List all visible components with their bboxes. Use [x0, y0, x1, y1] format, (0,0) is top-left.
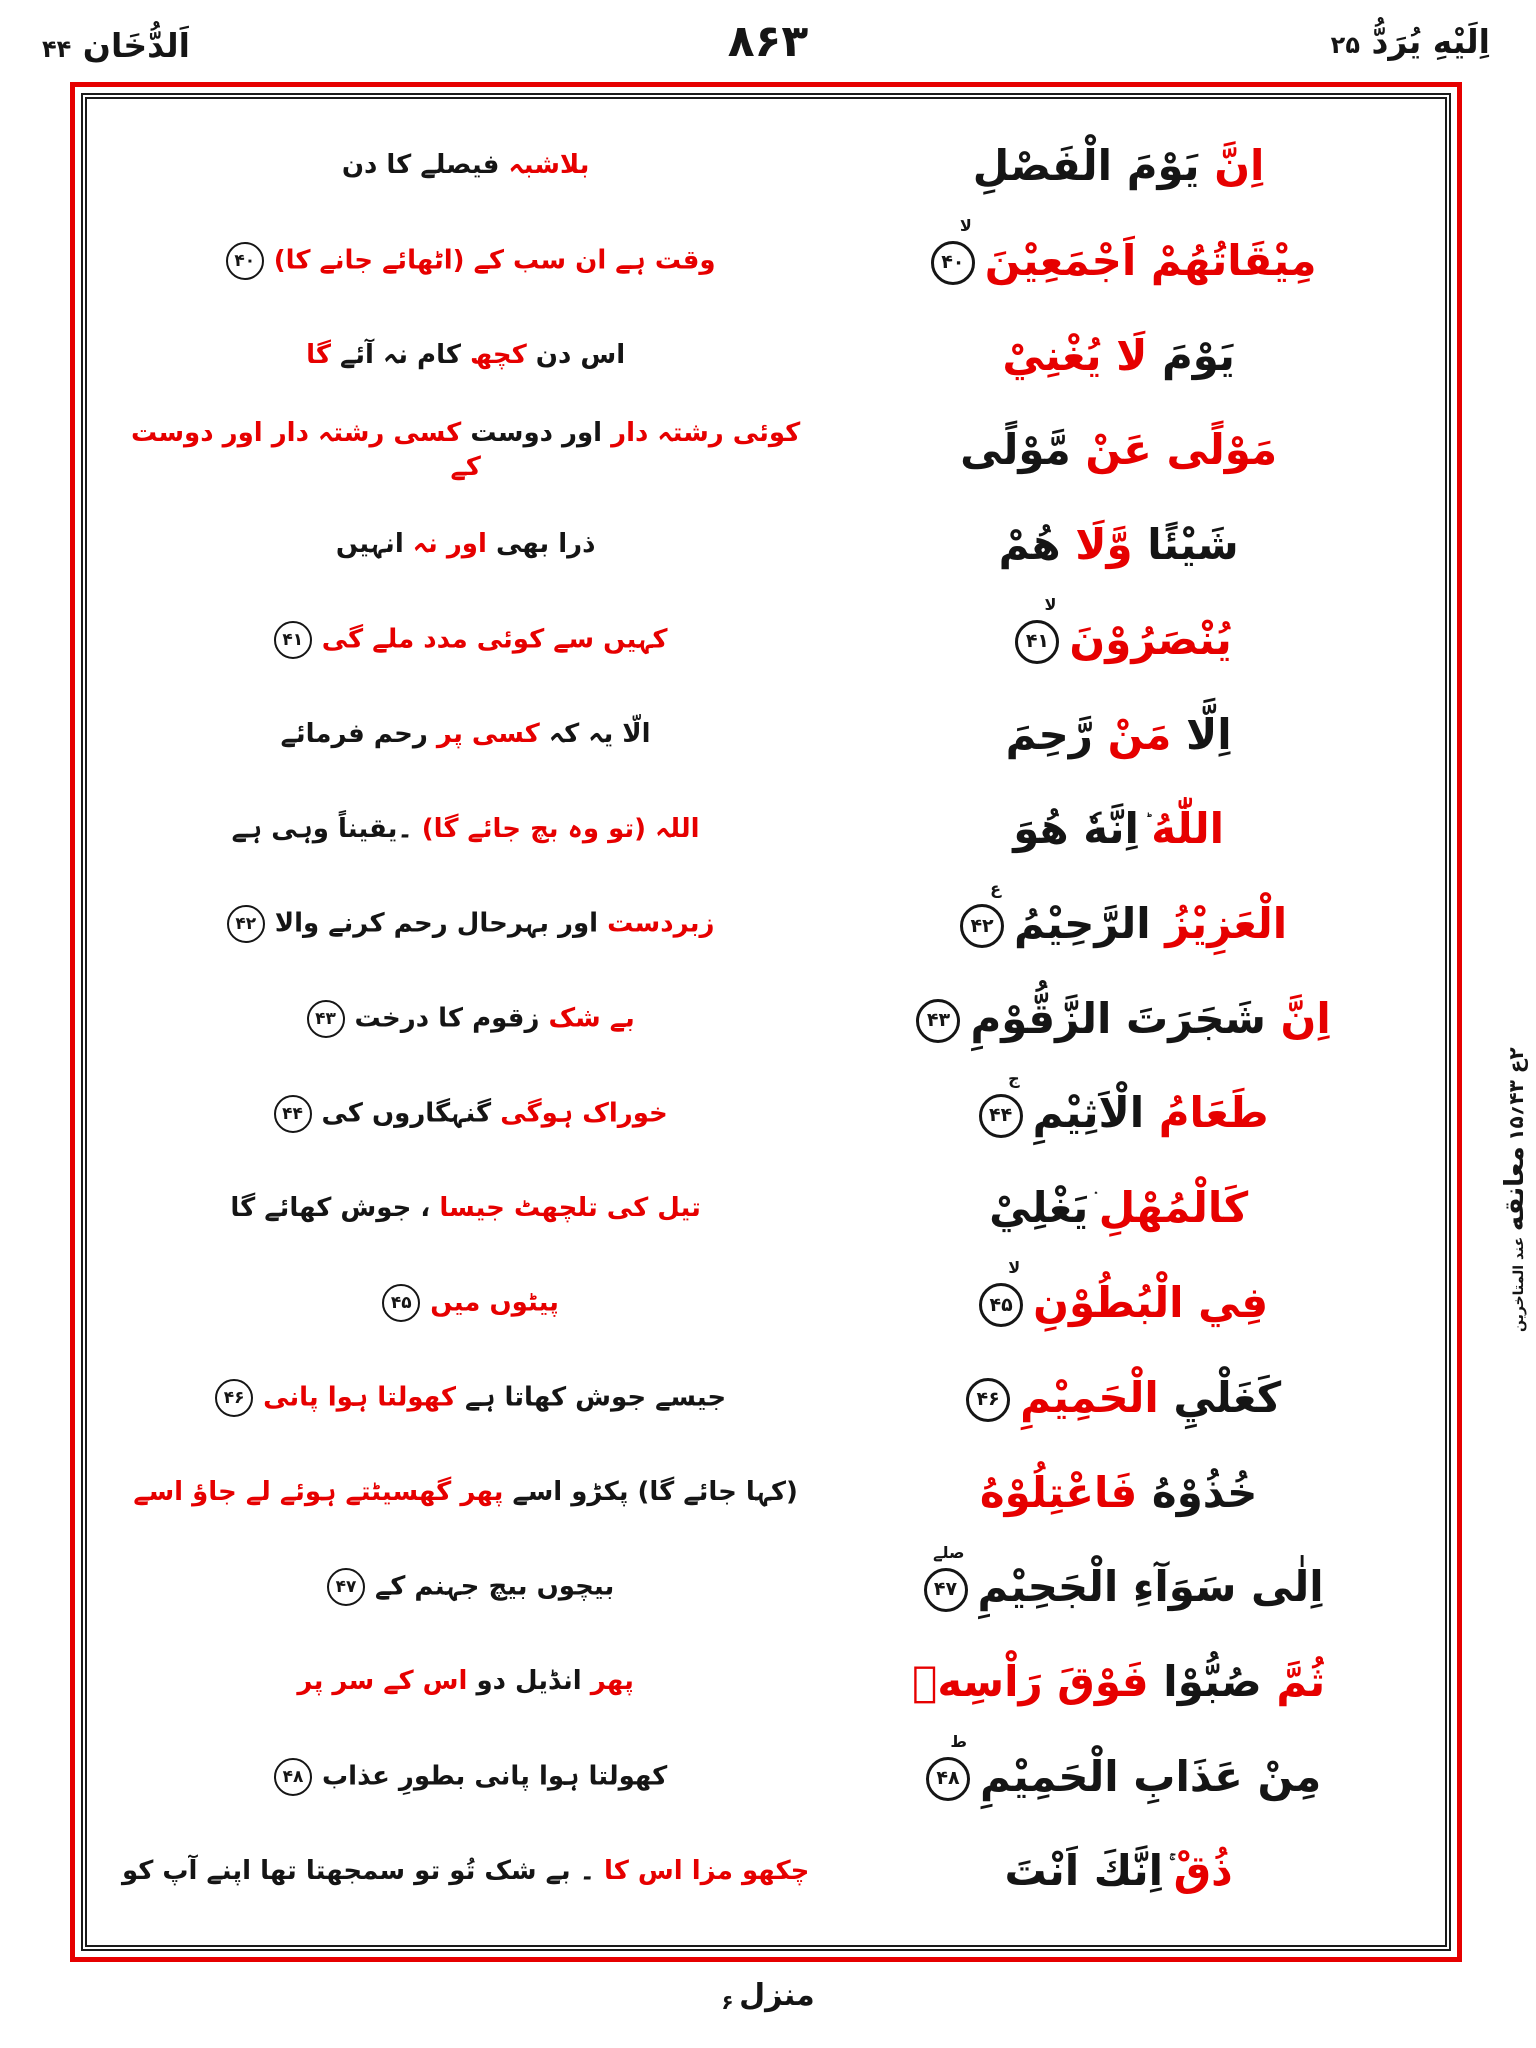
arabic-verse-line [818, 595, 1419, 665]
text-segment: كَالْمُهْلِ [1098, 1183, 1249, 1233]
urdu-translation-line [113, 813, 818, 847]
arabic-verse-line [818, 1068, 1419, 1138]
text-segment: شَيْئًا [1132, 520, 1239, 570]
verse-row [113, 1066, 1419, 1161]
text-segment: انڈیل دو [467, 1666, 582, 1697]
text-segment: اور نہ [403, 529, 487, 560]
verse-row [113, 498, 1419, 593]
margin-ruku-note [1500, 1047, 1530, 1332]
text-segment: کہیں سے کوئی مدد ملے گی [321, 624, 668, 655]
verse-row [113, 687, 1419, 782]
text-segment: کسی رشتہ دار اور دوست کے [130, 417, 481, 482]
urdu-translation-line [113, 528, 818, 562]
arabic-verse-line [818, 426, 1419, 474]
verse-row [113, 1161, 1419, 1256]
text-segment: پھر [581, 1666, 634, 1697]
text-segment: كَغَلْيِ [1158, 1372, 1282, 1422]
verse-number-badge: ۴۱ [274, 621, 312, 659]
verse-number-badge: ۴۷ [327, 1568, 365, 1606]
verse-number-badge: ۴۴ [274, 1095, 312, 1133]
urdu-translation-line [113, 1855, 818, 1889]
verse-row [113, 403, 1419, 498]
text-segment: بے شک [539, 1003, 635, 1034]
verse-number-badge: ۴۲ [227, 905, 265, 943]
arabic-verse-line [818, 1732, 1419, 1802]
text-segment: بلاشبہ [499, 150, 590, 181]
text-segment: (کہا جائے گا) پکڑو اسے [503, 1476, 798, 1507]
margin-note-word: معانقه [1500, 1146, 1530, 1232]
verse-number-badge: ۴۷ صلے [924, 1568, 968, 1612]
verse-number-badge: ۴۳ [916, 999, 960, 1043]
text-segment: ۛ [1088, 1192, 1099, 1213]
text-segment: يَوْمَ الْفَصْلِ [972, 141, 1200, 191]
verse-row [113, 308, 1419, 403]
text-segment: فَاعْتِلُوْهُ [979, 1467, 1138, 1517]
verse-row [113, 782, 1419, 877]
arabic-verse-line [818, 521, 1419, 569]
text-segment: خُذُوْهُ [1137, 1467, 1258, 1517]
verse-number-badge: ۴۵ لا [979, 1283, 1023, 1327]
text-segment: ۚ [1163, 1855, 1174, 1876]
text-segment: الرَّحِيْمُ [1014, 898, 1151, 948]
verse-row [113, 877, 1419, 972]
text-segment: ۔یقیناً وہی ہے [231, 813, 422, 844]
urdu-translation-line [113, 1095, 818, 1133]
text-segment: اِلَّا [1171, 709, 1232, 759]
page-number: ۸۶۳ [727, 16, 809, 67]
text-segment: اس کے سر پر [297, 1666, 468, 1697]
juz-number: ۲۵ [1330, 31, 1360, 59]
text-segment: هُمْ [998, 520, 1061, 570]
text-segment: گا [306, 339, 331, 370]
verse-number-badge: ۴۰ لا [931, 241, 975, 285]
text-segment: انہیں [335, 529, 404, 560]
arabic-verse-line [818, 1184, 1419, 1232]
text-segment: اِنَّ [1265, 993, 1331, 1043]
text-segment: رَّحِمَ [1005, 709, 1093, 759]
text-segment: مَنْ [1092, 709, 1172, 759]
arabic-verse-line [818, 1374, 1419, 1423]
text-segment: پیٹوں میں [430, 1287, 559, 1318]
text-segment: يَوْمَ [1147, 330, 1235, 380]
text-segment: چکھو مزا اس کا [594, 1855, 810, 1886]
text-segment: يَغْلِيْ [989, 1183, 1089, 1233]
text-segment: پھر گھسیٹتے ہوئے لے جاؤ اسے [133, 1476, 504, 1507]
verse-row [113, 1256, 1419, 1351]
text-segment: ، جوش کھائے گا [230, 1192, 431, 1223]
text-segment: الْعَزِيْزُ [1150, 898, 1288, 948]
text-segment: زقوم کا درخت [354, 1003, 540, 1034]
footer-manzil [0, 1978, 1536, 2014]
text-segment: اِنَّهٗ هُوَ [1013, 804, 1139, 854]
text-segment: صُبُّوْا [1148, 1656, 1262, 1706]
urdu-translation-line [113, 905, 818, 943]
text-segment: ؕ [1138, 813, 1152, 834]
quran-text-rows [81, 93, 1451, 1951]
text-segment: اِنَّكَ اَنْتَ [1004, 1846, 1164, 1896]
verse-row [113, 214, 1419, 309]
waqf-mark: ع [990, 879, 1002, 899]
text-segment: مِيْقَاتُهُمْ اَجْمَعِيْنَ [984, 235, 1317, 285]
verse-row [113, 1540, 1419, 1635]
text-segment: ثُمَّ [1261, 1656, 1326, 1706]
arabic-verse-line [818, 1258, 1419, 1328]
verse-number-badge: ۴۴ ج [979, 1094, 1023, 1138]
urdu-translation-line [113, 1192, 818, 1226]
urdu-translation-line [113, 242, 818, 280]
verse-row [113, 1635, 1419, 1730]
text-segment: لَا يُغْنِيْ [1002, 330, 1148, 380]
text-segment: وقت ہے ان سب کے (اٹھائے جانے کا) [273, 245, 716, 276]
text-segment: اِنَّ [1199, 141, 1265, 191]
text-segment: طَعَامُ [1144, 1088, 1269, 1138]
text-segment: يُنْصَرُوْنَ [1069, 614, 1232, 664]
arabic-verse-line [818, 1847, 1419, 1895]
text-segment: کوئی رشتہ دار [602, 417, 801, 448]
arabic-verse-line [818, 216, 1419, 286]
text-segment: اِلٰى سَوَآءِ الْجَحِيْمِ [977, 1562, 1324, 1612]
header-juz-title [1331, 22, 1490, 61]
text-segment: کسی پر [427, 718, 540, 749]
manzil-number: ۶ [721, 1990, 734, 2015]
text-segment: بیچوں بیچ جہنم کے [375, 1571, 615, 1602]
arabic-verse-line [818, 1542, 1419, 1612]
text-segment: الْحَمِيْمِ [1020, 1372, 1159, 1422]
verse-number-badge: ۴۶ [966, 1378, 1010, 1422]
verse-number-badge: ۴۱ لا [1015, 620, 1059, 664]
verse-number-badge: ۴۶ [215, 1379, 253, 1417]
verse-row [113, 972, 1419, 1067]
arabic-verse-line [818, 879, 1419, 949]
text-segment: کچھ [460, 339, 527, 370]
waqf-mark: لا [959, 216, 972, 236]
text-segment: زبردست [598, 908, 715, 939]
urdu-translation-line [113, 1665, 818, 1699]
urdu-translation-line [113, 149, 818, 183]
urdu-translation-line [113, 621, 818, 659]
arabic-verse-line [818, 142, 1419, 190]
text-segment: اللہ (تو وہ بچ جائے گا) [421, 813, 700, 844]
verse-row [113, 119, 1419, 214]
verse-number-badge: ۴۸ [274, 1758, 312, 1796]
verse-number-badge: ۴۰ [226, 242, 264, 280]
waqf-mark: ج [1008, 1068, 1020, 1088]
verse-row [113, 1824, 1419, 1919]
text-segment: ذرا بھی [486, 529, 596, 560]
text-segment: فیصلے کا دن [341, 150, 500, 181]
arabic-verse-line [818, 805, 1419, 853]
text-segment: ۔ بے شک تُو تو سمجھتا تھا اپنے آپ کو [121, 1855, 595, 1886]
urdu-translation-line [113, 1476, 818, 1510]
arabic-verse-line [818, 332, 1419, 380]
verse-number-badge: ۴۸ ط [926, 1757, 970, 1801]
text-segment: الْاَثِيْمِ [1032, 1088, 1145, 1138]
text-segment: رحم فرمائے [280, 718, 428, 749]
text-segment: وَّلَا [1060, 520, 1133, 570]
text-segment: مَّوْلًى [960, 425, 1071, 475]
text-segment: کھولتا ہوا پانی بطورِ عذاب [322, 1761, 668, 1792]
text-segment: اس دن [526, 339, 626, 370]
arabic-verse-line [818, 711, 1419, 759]
urdu-translation-line [113, 1568, 818, 1606]
surah-name: اَلدُّخَان [82, 26, 190, 65]
text-segment: مَوْلًى عَنْ [1070, 425, 1278, 475]
manzil-label: منزل [739, 1978, 815, 2013]
text-segment: گنہگاروں کی [321, 1098, 492, 1129]
arabic-verse-line [818, 1658, 1419, 1706]
waqf-mark: لا [1008, 1258, 1021, 1278]
waqf-mark: صلے [933, 1542, 965, 1562]
text-segment: اللّٰهُ [1151, 804, 1225, 854]
urdu-translation-line [113, 718, 818, 752]
verse-row [113, 593, 1419, 688]
text-segment: شَجَرَتَ الزَّقُّوْمِ [970, 993, 1266, 1043]
verse-number-badge: ۴۵ [382, 1284, 420, 1322]
urdu-translation-line [113, 1758, 818, 1796]
juz-name: اِلَيْهِ يُرَدُّ [1371, 22, 1490, 61]
text-segment: اور دوست [461, 417, 603, 448]
verse-row [113, 1445, 1419, 1540]
verse-number-badge: ۴۲ ع [960, 904, 1004, 948]
verse-row [113, 1351, 1419, 1446]
margin-note-numbers: ۲ع ۴۳؍۱۵ [1504, 1047, 1528, 1141]
urdu-translation-line [113, 417, 818, 485]
waqf-mark: لا [1044, 595, 1057, 615]
text-segment: کھولتا ہوا پانی [263, 1382, 456, 1413]
waqf-mark: ط [950, 1732, 967, 1752]
arabic-verse-line [818, 995, 1419, 1044]
text-segment: الّا یہ کہ [539, 718, 651, 749]
urdu-translation-line [113, 1379, 818, 1417]
text-segment: کام نہ آئے [330, 339, 461, 370]
text-segment: تیل کی تلچھٹ جیسا [430, 1192, 701, 1223]
text-segment: ذُقْ [1173, 1846, 1233, 1896]
urdu-translation-line [113, 339, 818, 373]
text-segment: جیسے جوش کھاتا ہے [455, 1382, 727, 1413]
verse-number-badge: ۴۳ [307, 1000, 345, 1038]
text-segment: خوراک ہوگی [491, 1098, 668, 1129]
text-segment: فَوْقَ رَاْسِهٖ [912, 1656, 1149, 1706]
page-border-frame [70, 82, 1462, 1962]
arabic-verse-line [818, 1469, 1419, 1517]
margin-note-subscript: عند المتاخرین [1511, 1236, 1527, 1332]
surah-number: ۴۴ [42, 35, 72, 63]
text-segment: مِنْ عَذَابِ الْحَمِيْمِ [979, 1751, 1322, 1801]
urdu-translation-line [113, 1000, 818, 1038]
text-segment: فِي الْبُطُوْنِ [1033, 1277, 1269, 1327]
text-segment: اور بہرحال رحم کرنے والا [274, 908, 599, 939]
urdu-translation-line [113, 1284, 818, 1322]
verse-row [113, 1729, 1419, 1824]
